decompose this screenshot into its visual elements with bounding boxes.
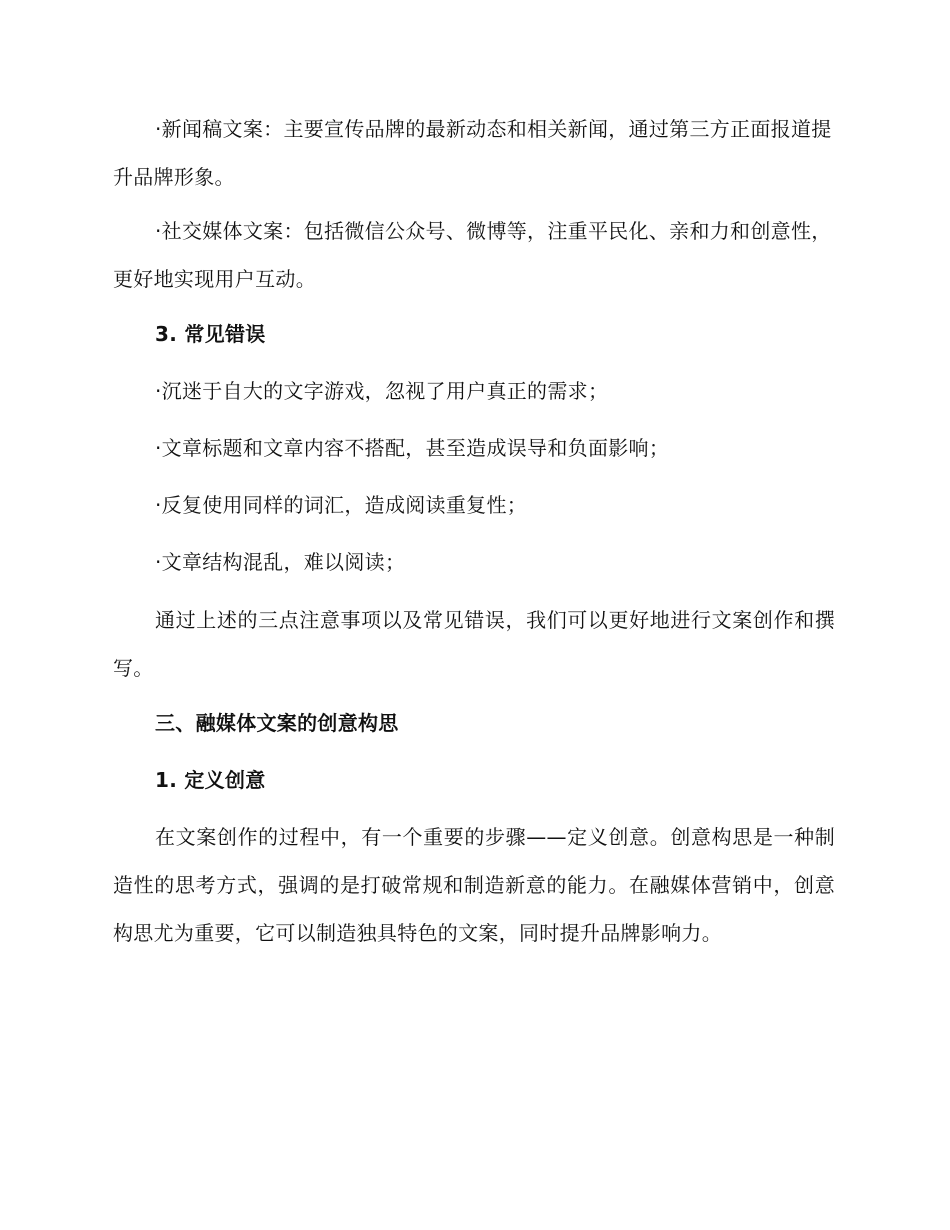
mistake-item: ·文章标题和文章内容不搭配，甚至造成误导和负面影响； (155, 436, 670, 460)
mistake-item: ·沉迷于自大的文字游戏，忽视了用户真正的需求； (155, 379, 609, 403)
social-media-copy-bullet: ·社交媒体文案：包括微信公众号、微博等，注重平民化、亲和力和创意性，更好地实现用户互动。 (113, 219, 832, 291)
section-heading-creative-concept: 三、融媒体文案的创意构思 (155, 711, 399, 735)
mistake-item: ·文章结构混乱，难以阅读； (155, 550, 406, 574)
common-mistakes-heading: 3. 常见错误 (155, 322, 266, 346)
news-copy-bullet: ·新闻稿文案：主要宣传品牌的最新动态和相关新闻，通过第三方正面报道提升品牌形象。 (113, 117, 832, 189)
mistake-item: ·反复使用同样的词汇，造成阅读重复性； (155, 493, 528, 517)
subsection-heading-define-creativity: 1. 定义创意 (155, 768, 266, 792)
summary-paragraph: 通过上述的三点注意事项以及常见错误，我们可以更好地进行文案创作和撰写。 (113, 608, 835, 680)
define-creativity-paragraph: 在文案创作的过程中，有一个重要的步骤——定义创意。创意构思是一种制造性的思考方式，强调的是打破常规和制造新意的能力。在融媒体营销中，创意构思尤为重要，它可以制造独具特色的文案，同时提升品牌影响力。 (113, 825, 835, 945)
